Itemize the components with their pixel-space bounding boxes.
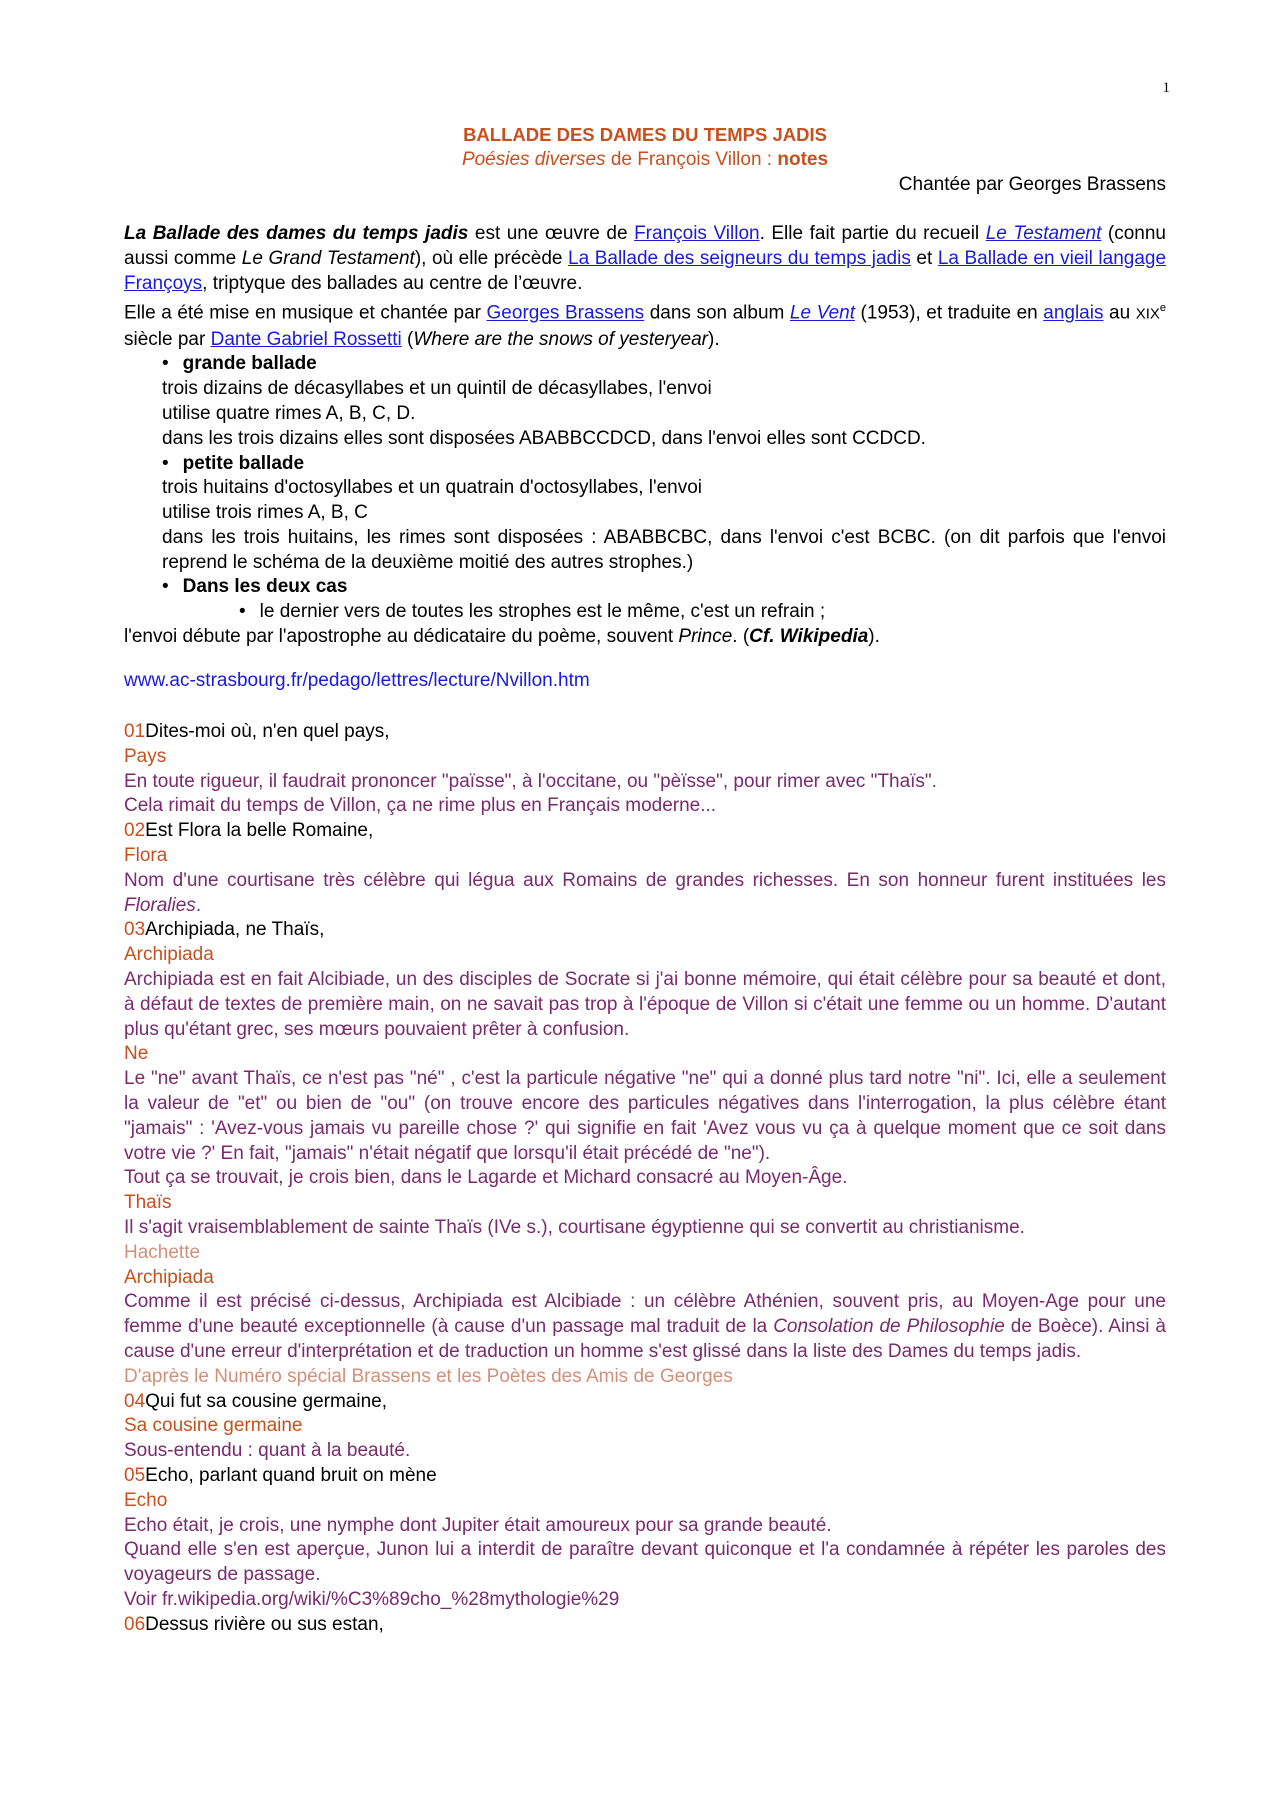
verse-line: 02Est Flora la belle Romaine,	[124, 820, 374, 842]
link-dante-gabriel-rossetti[interactable]: Dante Gabriel Rossetti	[210, 328, 402, 350]
intro-paragraph-1: La Ballade des dames du temps jadis est une œuvre de François Villon. Elle fait partie du recueil Le Testament (connu aussi comme Le Grand Testament), où elle précède La Ballade des seigneurs du temps jadis et La Ballade en vieil langage Françoys, triptyque des ballades au centre de l’œuvre.	[124, 223, 1167, 294]
page-number: 1	[1162, 80, 1170, 96]
bullet-petite-ballade: • petite ballade	[162, 452, 305, 474]
note-heading: Thaïs	[124, 1192, 172, 1214]
note-heading: Pays	[124, 745, 167, 767]
sung-by: Chantée par Georges Brassens	[898, 174, 1166, 195]
bullet-deux-cas: • Dans les deux cas	[162, 576, 348, 598]
intro-last-line: l'envoi débute par l'apostrophe au dédicataire du poème, souvent Prince. (Cf. Wikipedia).	[124, 626, 880, 648]
document-subtitle: Poésies diverses de François Villon : notes	[461, 149, 829, 170]
note-text: Il s'agit vraisemblablement de sainte Thaïs (IVe s.), courtisane égyptienne qui se convertit au christianisme.	[124, 1216, 1025, 1238]
link-francois-villon[interactable]: François Villon	[634, 223, 760, 244]
document-title: BALLADE DES DAMES DU TEMPS JADIS	[463, 124, 827, 145]
note-text: Comme il est précisé ci-dessus, Archipiada est Alcibiade : un célèbre Athénien, souvent pris, au Moyen-Age pour une femme d'une beauté exceptionnelle (à cause d'un passage mal traduit de la Consolation de Philosophie de Boèce). Ainsi à cause d'une erreur d'interprétation et de traduction un homme s'est glissé dans la liste des Dames du temps jadis.	[124, 1291, 1166, 1362]
verse-line: 04Qui fut sa cousine germaine,	[124, 1390, 387, 1412]
note-text: Archipiada est en fait Alcibiade, un des disciples de Socrate si j'ai bonne mémoire, qui était célèbre pour sa beauté et dont, à défaut de textes de première main, on ne savait pas trop à l'époque de Villon si c'était une femme ou un homme. D'autant plus qu'étant grec, ses mœurs pouvaient prêter à confusion.	[124, 968, 1166, 1040]
note-heading: Ne	[124, 1043, 149, 1065]
grande-ballade-line-3: dans les trois dizains elles sont disposées ABABBCCDCD, dans l'envoi elles sont CCDCD.	[162, 427, 926, 449]
note-text: Echo était, je crois, une nymphe dont Jupiter était amoureux pour sa grande beauté.	[124, 1514, 832, 1536]
note-text: Nom d'une courtisane très célèbre qui légua aux Romains de grandes richesses. En son honneur furent instituées les Floralies.	[124, 869, 1166, 916]
note-heading: Archipiada	[124, 944, 214, 966]
link-ballade-vieil-langage[interactable]: La Ballade en vieil langage Françoys	[124, 247, 1167, 294]
notes-section	[124, 720, 1166, 1637]
reference-url[interactable]: www.ac-strasbourg.fr/pedago/lettres/lecture/Nvillon.htm	[124, 670, 590, 691]
petite-ballade-line-2: utilise trois rimes A, B, C	[162, 502, 368, 524]
link-le-testament[interactable]: Le Testament	[985, 223, 1102, 244]
petite-ballade-line-1: trois huitains d'octosyllabes et un quatrain d'octosyllabes, l'envoi	[162, 477, 703, 499]
note-text: Sous-entendu : quant à la beauté.	[124, 1440, 411, 1462]
link-le-vent[interactable]: Le Vent	[789, 302, 855, 324]
petite-ballade-line-3: dans les trois huitains, les rimes sont disposées : ABABBCBC, dans l'envoi c'est BCBC. (on dit parfois que l'envoi reprend le schéma de la deuxième moitié des autres strophes.)	[162, 526, 1166, 573]
note-text: En toute rigueur, il faudrait prononcer "païsse", à l'occitane, ou "pèïsse", pour rimer avec "Thaïs".	[124, 770, 937, 792]
link-georges-brassens[interactable]: Georges Brassens	[486, 302, 645, 324]
verse-line: 03Archipiada, ne Thaïs,	[124, 919, 325, 941]
note-text: Voir fr.wikipedia.org/wiki/%C3%89cho_%28mythologie%29	[124, 1588, 620, 1610]
verse-line: 06Dessus rivière ou sus estan,	[124, 1613, 384, 1635]
note-heading: Flora	[124, 844, 168, 866]
bullet-grande-ballade: • grande ballade	[162, 353, 317, 375]
intro-section	[124, 222, 1166, 650]
link-ballade-seigneurs[interactable]: La Ballade des seigneurs du temps jadis	[568, 247, 911, 269]
note-text: Quand elle s'en est aperçue, Junon lui a interdit de paraître devant quiconque et l'a condamnée à répéter les paroles des voyageurs de passage.	[124, 1539, 1166, 1586]
note-heading: Sa cousine germaine	[124, 1415, 303, 1437]
note-source: Hachette	[124, 1241, 201, 1263]
note-text: Tout ça se trouvait, je crois bien, dans le Lagarde et Michard consacré au Moyen-Âge.	[124, 1167, 848, 1189]
link-anglais[interactable]: anglais	[1043, 302, 1104, 324]
intro-paragraph-2: Elle a été mise en musique et chantée par Georges Brassens dans son album Le Vent (1953), et traduite en anglais au XIXe siècle par Dante Gabriel Rossetti (Where are the snows of yesteryear).	[124, 302, 1166, 350]
bullet-refrain: • le dernier vers de toutes les strophes est le même, c'est un refrain ;	[239, 601, 826, 623]
grande-ballade-line-1: trois dizains de décasyllabes et un quintil de décasyllabes, l'envoi	[162, 378, 712, 400]
note-source: D'après le Numéro spécial Brassens et les Poètes des Amis de Georges	[124, 1365, 733, 1387]
note-text: Le "ne" avant Thaïs, ce n'est pas "né" , c'est la particule négative "ne" qui a donné plus tard notre "ni". Ici, elle a seulement la valeur de "et" ou bien de "ou" (on trouve encore des particules négatives dans l'interrogation, la plus célèbre étant "jamais" : 'Avez-vous jamais vu pareille chose ?' qui signifie en fait 'Avez vous vu ça à quelque moment que ce soit dans votre vie ?' En fait, "jamais" n'était négatif que lorsqu'il était précédé de "ne").	[124, 1068, 1166, 1164]
note-heading: Archipiada	[124, 1266, 214, 1288]
grande-ballade-line-2: utilise quatre rimes A, B, C, D.	[162, 402, 416, 424]
verse-line: 05Echo, parlant quand bruit on mène	[124, 1464, 437, 1486]
verse-line: 01Dites-moi où, n'en quel pays,	[124, 721, 390, 742]
note-heading: Echo	[124, 1489, 168, 1511]
note-text: Cela rimait du temps de Villon, ça ne rime plus en Français moderne...	[124, 795, 717, 817]
